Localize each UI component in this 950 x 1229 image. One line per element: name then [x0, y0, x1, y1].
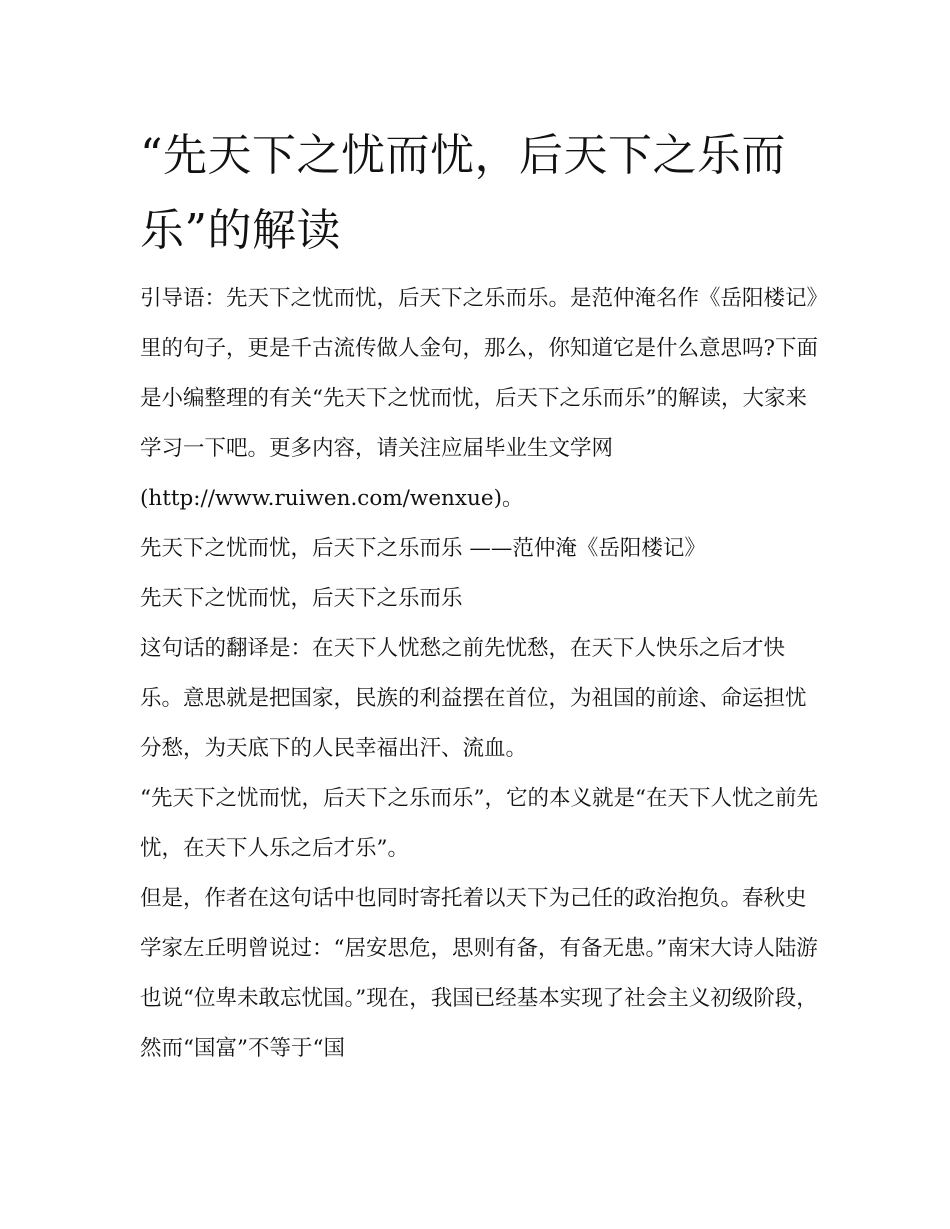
paragraph-translation: 这句话的翻译是：在天下人忧愁之前先忧愁，在天下人快乐之后才快乐。意思就是把国家，民族的利益摆在首位，为祖国的前途、命运担忧分愁，为天底下的人民幸福出汗、流血。 — [140, 636, 807, 761]
paragraph-discussion: 但是，作者在这句话中也同时寄托着以天下为己任的政治抱负。春秋史学家左丘明曾说过：“居安思危，思则有备，有备无患。”南宋大诗人陆游也说“位卑未敢忘忧国。”现在，我国已经基本实现了社会主义初级阶段，然而“国富”不等于“国 — [140, 886, 818, 1061]
document-page — [140, 118, 820, 1074]
paragraph-quote-source: 先天下之忧而忧，后天下之乐而乐 ——范仲淹《岳阳楼记》 — [140, 536, 706, 561]
paragraph-quote: 先天下之忧而忧，后天下之乐而乐 — [140, 586, 463, 611]
document-title: “先天下之忧而忧，后天下之乐而乐”的解读 — [140, 130, 786, 256]
paragraph-meaning: “先天下之忧而忧，后天下之乐而乐”，它的本义就是“在天下人忧之前先忧，在天下人乐之后才乐”。 — [140, 786, 818, 861]
paragraph-intro: 引导语：先天下之忧而忧，后天下之乐而乐。是范仲淹名作《岳阳楼记》里的句子，更是千古流传做人金句，那么，你知道它是什么意思吗?下面是小编整理的有关“先天下之忧而忧，后天下之乐而乐”的解读，大家来学习一下吧。更多内容，请关注应届毕业生文学网(http://www.ruiwen.com/wenxue)。 — [140, 286, 819, 511]
